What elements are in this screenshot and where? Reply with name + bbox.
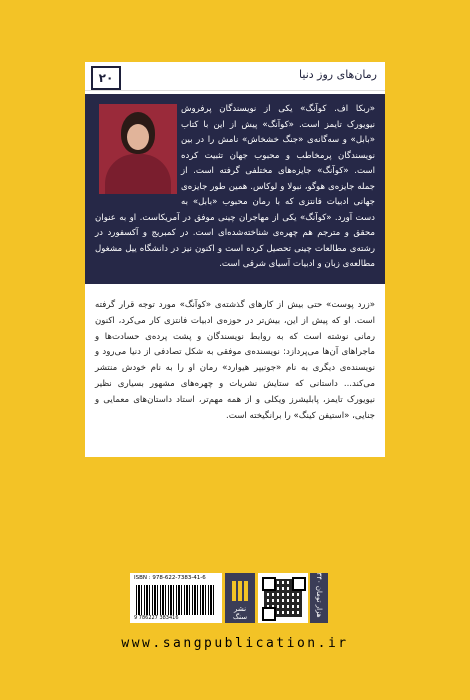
publisher-logo-icon bbox=[232, 581, 248, 601]
price-text: ۳۴۰ هزار تومان bbox=[315, 572, 323, 618]
author-bio-section bbox=[85, 94, 385, 284]
qr-code bbox=[258, 573, 308, 623]
barcode-number: 9 786227 383416 bbox=[134, 615, 179, 621]
price-tag bbox=[310, 573, 328, 623]
author-bio-text: «ربکا اف. کوآنگ» یکی از نویسندگان پرفروش نیویورک تایمز است. «کوآنگ» پیش از این با کتاب «بابل» و سه‌گانه‌ی «جنگ خشخاش» نامش را در بین نویسندگان پرمخاطب و محبوب جهان تثبیت کرده است. «کوآنگ» جایزه‌های مختلفی گرفته است. از جمله جایزه‌ی هوگو، نبولا و لوکاس. همین طور جایزه‌ی جهانی ادبیات فانتزی که با رمان محبوب «بابل» به دست آورد. «کوآنگ» یکی از مهاجران چینی موفق در آمریکاست. او به عنوان محقق و مترجم هم چهره‌ی شناخته‌شده‌ای است. در کمبریج و آکسفورد در رشته‌ی مطالعات چینی تحصیل کرده است و اکنون نیز در دانشگاه ییل مشغول مطالعه‌ی زبان و ادبیات آسیای شرقی است. bbox=[95, 104, 375, 269]
publisher-name: نشر سنگ bbox=[232, 605, 248, 621]
barcode bbox=[130, 573, 222, 623]
series-number: ۲۰ bbox=[91, 66, 121, 90]
series-header bbox=[85, 62, 385, 91]
barcode-bars bbox=[136, 585, 216, 615]
publisher-logo bbox=[225, 573, 255, 623]
series-title: رمان‌های روز دنیا bbox=[299, 68, 377, 81]
isbn-text: ISBN : 978-622-7383-41-6 bbox=[134, 575, 206, 581]
content-panel bbox=[85, 62, 385, 457]
book-description: «زرد پوست» حتی بیش از کارهای گذشته‌ی «کوآنگ» مورد توجه قرار گرفته است. او که پیش از این، بیش‌تر در حوزه‌ی ادبیات فانتزی کار می‌کرد، اکنون رمانی نوشته است که به روابط نویسندگان و پشت پرده‌ی حسادت‌ها و ماجراهای آن‌ها می‌پردازد: نویسنده‌ی موفقی به شکل تصادفی از دنیا می‌رود و نویسنده‌ی دیگری به نام «جونیپر هیوارد» رمان او را به نام خودش منتشر می‌کند... داستانی که ستایش نشریات و چهره‌های مشهور بسیاری نظیر نیویورک تایمز، پابلیشرز ویکلی و از همه مهم‌تر، استاد داستان‌های معمایی و جنایی، «استیفن کینگ» را برانگیخته است. bbox=[95, 300, 375, 421]
website-url: www.sangpublication.ir bbox=[121, 636, 349, 651]
